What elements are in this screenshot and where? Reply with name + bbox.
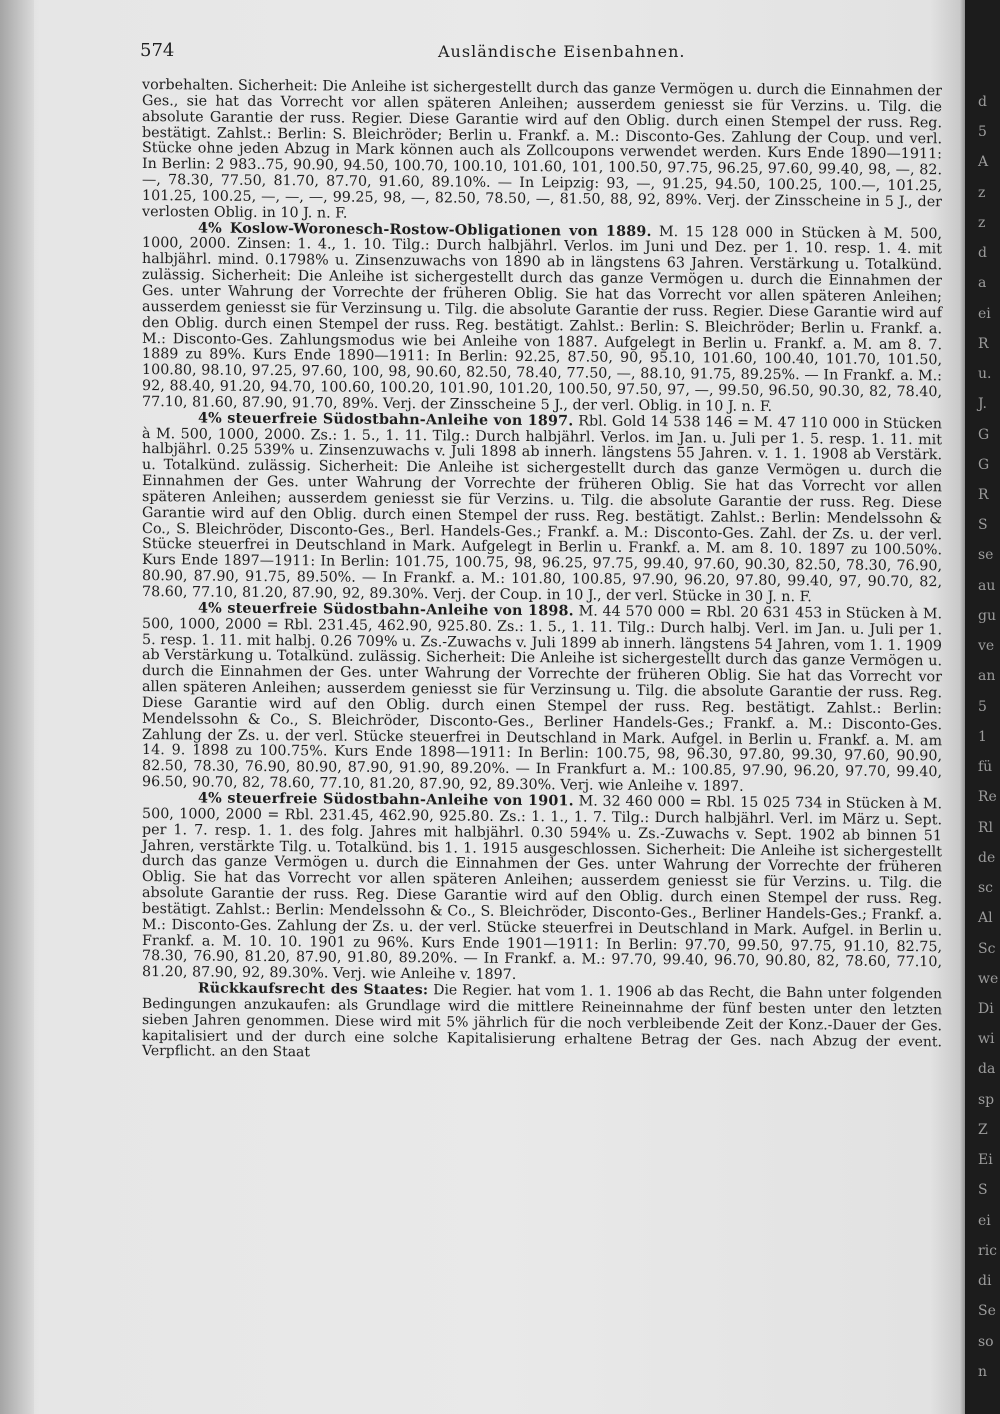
ghost-letter: S (978, 517, 988, 534)
ghost-letter: Ei (978, 1152, 993, 1169)
entry-body: M. 15 128 000 in Stücken à M. 500, 1000, 2000. Zinsen: 1. 4., 1. 10. Tilg.: Durch halbjährl. Verlos. im Juni und Dez. per 1. 10. resp. 1. 4. mit halbjährl. mind. 0.1798% u. Zinsenzuwachs von 1890 ab in längstens 63 Jahren. Verstärkung u. Totalkünd. zulässig. Sicherheit: Die Anleihe ist sichergestellt durch das ganze Vermögen u. durch die Einnahmen der Ges. unter Wahrung der Vorrechte der früheren Oblig. Sie hat das Vorrecht vor allen späteren Anleihen; ausserdem geniesst sie für Verzinsung u. Tilg. die absolute Garantie der russ. Regier. Diese Garantie wird auf den Oblig. durch einen Stempel der russ. Reg. bestätigt. Zahlst.: Berlin: S. Bleichröder; Berlin u. Frankf. a. M.: Disconto-Ges. Zahlungsmodus wie bei Anleihe von 1887. Aufgelegt in Berlin u. Frankf. a. M. am 8. 7. 1889 zu 89%. Kurs Ende 1890—1911: In Berlin: 92.25, 87.50, 90, 95.10, 101.60, 100.40, 101.70, 101.50, 100.80, 98.10, 97.25, 97.60, 100, 98, 90.60, 82.50, 78.40, 77.50, —, 88.10, 91.75, 89.25%. — In Frankf. a. M.: 92, 88.40, 91.20, 94.70, 100.60, 100.20, 101.90, 101.20, 100.50, 97.50, 97, —, 99.50, 96.50, 90.30, 82, 78.40, 77.10, 81.60, 87.90, 91.70, 89%. Verj. der Zinsscheine 5 J., der verl. Oblig. in 10 J. n. F. (142, 223, 942, 415)
entry-heading: 4% steuerfreie Südostbahn-Anleihe von 1897. (198, 410, 574, 430)
entry-heading: 4% steuerfreie Südostbahn-Anleihe von 1901. (198, 790, 574, 810)
page-number: 574 (140, 40, 175, 61)
ghost-letter: d (978, 94, 987, 110)
ghost-letter: d (978, 245, 987, 262)
ghost-letter: Sc (978, 940, 996, 957)
ghost-letter: da (978, 1061, 996, 1078)
ghost-letter: S (978, 1182, 988, 1199)
ghost-letter: ei (978, 1212, 991, 1229)
entry-body: Die Regier. hat vom 1. 1. 1906 ab das Recht, die Bahn unter folgenden Bedingungen anzukaufen: als Grundlage wird die mittlere Reineinnahme der fünf besten unter den letzten sieben Jahren genommen. Diese wird mit 5% jährlich für die noch verbleibende Zeit der Konz.-Dauer der Ges. kapitalisiert und der durch eine solche Kapitalisierung erhaltene Betrag der Ges. nach Abzug der event. Verpflicht. an den Staat (142, 982, 943, 1061)
ghost-letter: ve (978, 638, 995, 655)
ghost-letter: Se (978, 1303, 996, 1320)
entry-heading: 4% Koslow-Woronesch-Rostow-Obligationen von 1889. (198, 220, 652, 240)
ghost-letter: au (978, 577, 996, 594)
ghost-letter: z (978, 214, 986, 231)
entry-continuation (142, 78, 942, 227)
ghost-letter: Z (978, 1121, 988, 1138)
entry-body: Rbl. Gold 14 538 146 = M. 47 110 000 in Stücken à M. 500, 1000, 2000. Zs.: 1. 5., 1. 11. Tilg.: Durch halbjährl. Verlos. im Jan. u. Juli per 1. 5. resp. 1. 11. mit halbjährl. 0.25 539% u. Zinsenzuwachs v. Juli 1898 ab innerh. längstens 55 Jahren. v. 1. 1. 1908 ab Verstärk. u. Totalkünd. zulässig. Sicherheit: Die Anleihe ist sichergestellt durch das ganze Vermögen u. durch die Einnahmen der Ges. unter Wahrung der Vorrechte der früheren Oblig. Sie hat das Vorrecht vor allen späteren Anleihen; ausserdem geniesst sie für Verzins. u. Tilg. die absolute Garantie der russ. Reg. Diese Garantie wird auf den Oblig. durch einen Stempel der russ. Reg. bestätigt. Zahlst.: Berlin: Mendelssohn & Co., S. Bleichröder, Disconto-Ges., Berl. Handels-Ges.; Frankf. a. M.: Disconto-Ges. Zahl. der Zs. u. der verl. Stücke steuerfrei in Deutschland in Mark. Aufgelegt in Berlin u. Frankf. a. M. am 8. 10. 1897 zu 100.50%. Kurs Ende 1897—1911: In Berlin: 101.75, 100.75, 98, 96.25, 97.75, 99.40, 97.60, 90.30, 82.50, 78.30, 76.90, 80.90, 87.90, 91.75, 89.50%. — In Frankf. a. M.: 101.80, 100.85, 97.90, 96.20, 97.80, 99.40, 97, 90.70, 82, 78.60, 77.10, 81.20, 87.90, 92, 89.30%. Verj. der Coup. in 10 J., der verl. Stücke in 30 J. n. F. (142, 413, 943, 606)
entry-heading: 4% steuerfreie Südostbahn-Anleihe von 1898. (198, 600, 574, 620)
ghost-letter: Di (978, 1000, 994, 1017)
entry-body: M. 32 460 000 = Rbl. 15 025 734 in Stücken à M. 500, 1000, 2000 = Rbl. 231.45, 462.90, 925.80. Zs.: 1. 1., 1. 7. Tilg.: Durch halbjährl. Verl. im März u. Sept. per 1. 7. resp. 1. 1. des folg. Jahres mit halbjährl. 0.30 594% u. Zs.-Zuwachs v. Sept. 1902 ab binnen 51 Jahren, verstärkte Tilg. u. Totalkünd. bis 1. 1. 1915 ausgeschlossen. Sicherheit: Die Anleihe ist sichergestellt durch das ganze Vermögen u. durch die Einnahmen der Ges. unter Wahrung der Vorrechte der früheren Oblig. Sie hat das Vorrecht vor allen späteren Anleihen; ausserdem geniesst sie für Verzins. u. Tilg. die absolute Garantie der russ. Reg. Diese Garantie wird auf den Oblig. durch einen Stempel der russ. Reg. bestätigt. Zahlst.: Berlin: Mendelssohn & Co., S. Bleichröder, Disconto-Ges., Berliner Handels-Ges.; Frankf. a. M.: Disconto-Ges. Zahlung der Zs. u. der verl. Stücke steuerfrei in Deutschland in Mark. Aufgel. in Berlin u. Frankf. a. M. 10. 10. 1901 zu 96%. Kurs Ende 1901—1911: In Berlin: 97.70, 99.50, 97.75, 91.10, 82.75, 78.30, 76.90, 81.20, 87.90, 91.80, 89.20%. — In Frankf. a. M.: 97.70, 99.40, 96.70, 90.80, 82, 78.60, 77.10, 81.20, 87.90, 92, 89.30%. Verj. wie Anleihe v. 1897. (142, 793, 943, 984)
ghost-letter: Re (978, 789, 997, 806)
entry-rueckkaufsrecht (142, 981, 942, 1067)
ghost-letter: sp (978, 1091, 995, 1108)
ghost-letter: z (978, 184, 986, 201)
ghost-letter: ei (978, 305, 991, 322)
main-text (142, 78, 942, 1067)
entry-body: vorbehalten. Sicherheit: Die Anleihe ist sichergestellt durch das ganze Vermögen u. durch die Einnahmen der Ges., sie hat das Vorrecht vor allen späteren Anleihen; ausserdem geniesst sie für Verzins. u. Tilg. die absolute Garantie der russ. Regier. Diese Garantie wird auf den Oblig. durch einen Stempel der russ. Reg. bestätigt. Zahlst.: Berlin: S. Bleichröder; Berlin u. Frankf. a. M.: Disconto-Ges. Zahlung der Coup. und verl. Stücke ohne jeden Abzug in Mark können auch als Zollcoupons verwendet werden. Kurs Ende 1890—1911: In Berlin: 2 983..75, 90.90, 94.50, 100.70, 100.10, 101.60, 101, 100.50, 97.75, 96.25, 97.60, 99.40, 98, —, 82.—, 78.30, 77.50, 81.70, 87.70, 91.60, 89.10%. — In Leipzig: 93, —, 91.25, 94.50, 100.25, 100.—, 101.25, 101.25, 100.25, —, —, —, 99.25, 98, —, 82.50, 78.50, —, 81.50, 88, 92, 89%. Verj. der Zinsscheine in 5 J., der verlosten Oblig. in 10 J. n. F. (142, 77, 942, 222)
ghost-letter: se (978, 547, 994, 564)
ghost-letter: di (978, 1273, 992, 1290)
entry-koslow-1889 (142, 221, 942, 417)
ghost-letter: 5 (978, 698, 987, 715)
entry-suedost-1898 (142, 601, 942, 797)
ghost-letter: n (978, 1363, 988, 1380)
ghost-letter: an (978, 668, 996, 685)
ghost-letter: R (978, 487, 989, 504)
ghost-letter: 5 (978, 124, 987, 141)
entry-heading: Rückkaufsrecht des Staates: (198, 980, 429, 999)
ghost-letter: 1 (978, 728, 987, 745)
entry-suedost-1897 (142, 411, 942, 607)
ghost-letter: fü (978, 759, 993, 776)
ghost-letter: ric (978, 1242, 998, 1259)
ghost-letter: R (978, 335, 989, 352)
ghost-letter: sc (978, 880, 994, 897)
entry-body: M. 44 570 000 = Rbl. 20 631 453 in Stücken à M. 500, 1000, 2000 = Rbl. 231.45, 462.90, 925.80. Zs.: 1. 5., 1. 11. Tilg.: Durch halbj. Verl. im Jan. u. Juli per 1. 5. resp. 1. 11. mit halbj. 0.26 709% u. Zs.-Zuwachs v. Juli 1899 ab innerh. längstens 54 Jahren, vom 1. 1. 1909 ab Verstärkung u. Totalkünd. zulässig. Sicherheit: Die Anleihe ist sichergestellt durch das ganze Vermögen u. durch die Einnahmen der Ges. unter Wahrung der Vorrechte der früheren Oblig. Sie hat das Vorrecht vor allen späteren Anleihen; ausserdem geniesst sie für Verzinsung u. Tilg. die absolute Garantie der russ. Reg. Diese Garantie wird auf den Oblig. durch einen Stempel der russ. Reg. bestätigt. Zahlst.: Berlin: Mendelssohn & Co., S. Bleichröder, Disconto-Ges., Berliner Handels-Ges.; Frankf. a. M.: Disconto-Ges. Zahlung der Zs. u. der verl. Stücke steuerfrei in Deutschland in Mark. Aufgel. in Berlin u. Frankf. a. M. am 14. 9. 1898 zu 100.75%. Kurs Ende 1898—1911: In Berlin: 100.75, 98, 96.30, 97.80, 99.30, 97.60, 90.90, 82.50, 78.30, 76.90, 80.90, 87.90, 91.90, 89.20%. — In Frankfurt a. M.: 100.85, 97.90, 96.20, 97.70, 99.40, 96.50, 90.70, 82, 78.60, 77.10, 81.20, 87.90, 92, 89.30%. Verj. wie Anleihe v. 1897. (142, 603, 943, 795)
ghost-letter: de (978, 849, 996, 866)
ghost-letter: a (978, 275, 987, 292)
ghost-letter: u. (978, 366, 992, 383)
running-title: Ausländische Eisenbahnen. (438, 42, 686, 61)
page-header (140, 40, 940, 66)
page-binding-shadow (0, 0, 34, 1414)
ghost-letter: J. (978, 396, 987, 413)
ghost-letter: we (978, 970, 999, 987)
ghost-letter: gu (978, 607, 996, 624)
ghost-letter: wi (978, 1031, 995, 1048)
ghost-letter: G (978, 426, 990, 443)
ghost-letter: G (978, 456, 990, 473)
entry-suedost-1901 (142, 791, 942, 987)
ghost-letter: so (978, 1333, 994, 1350)
ghost-letter: A (978, 154, 989, 171)
ghost-letter: Rl (978, 819, 994, 836)
ghost-letter: Al (978, 910, 993, 927)
